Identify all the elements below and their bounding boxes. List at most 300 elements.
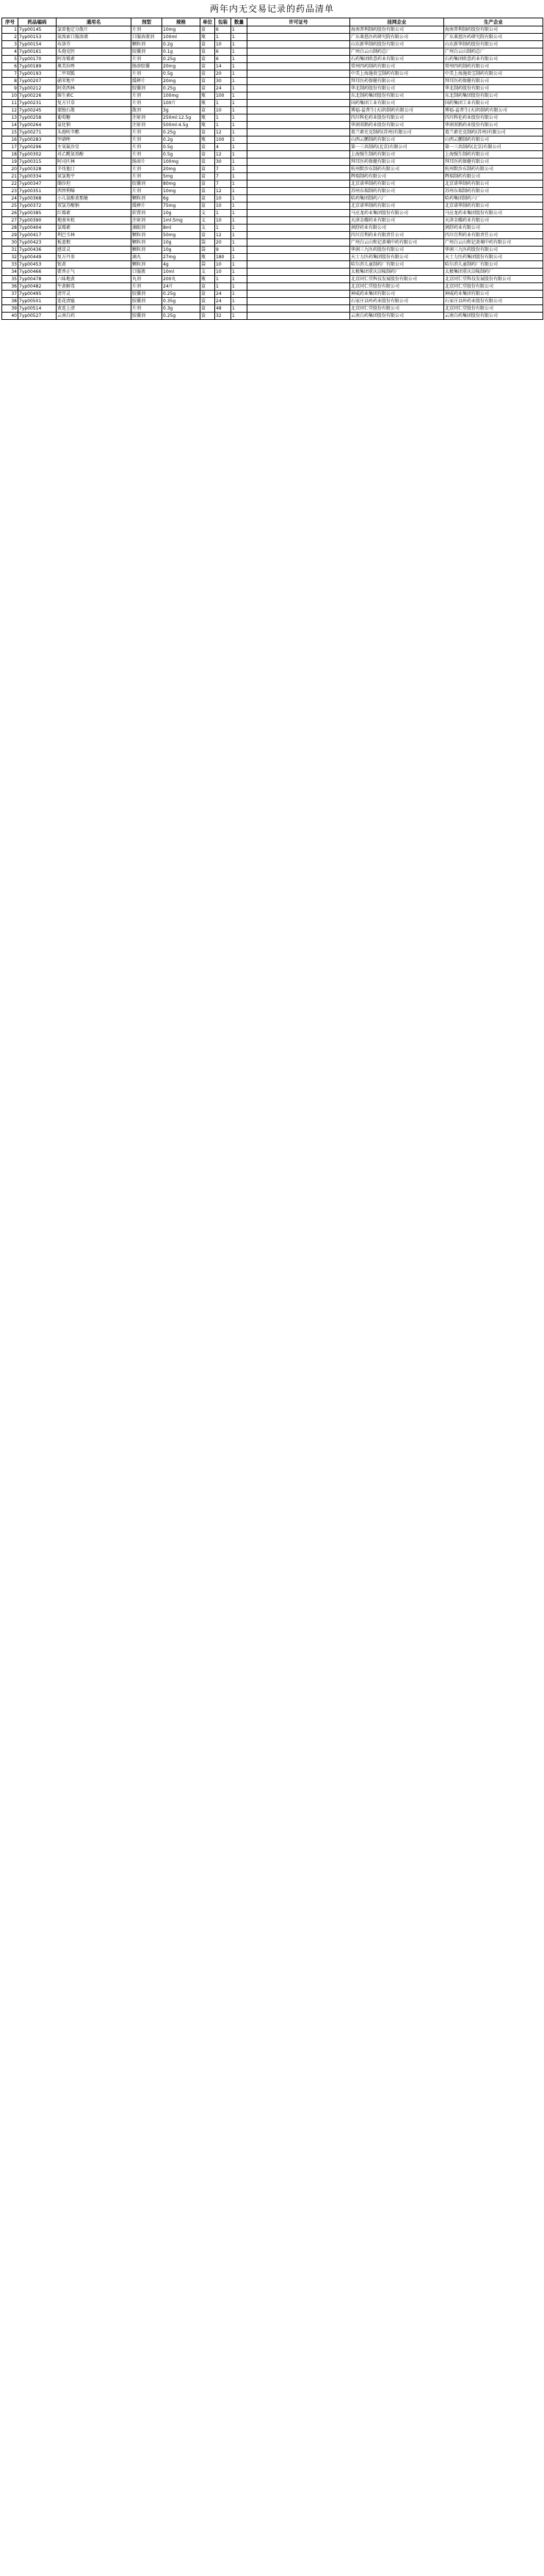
- table-row: [2, 239, 543, 247]
- cell-name: 地塞米松: [57, 217, 131, 225]
- cell-listed-company: 华润双鹤药业股份有限公司: [350, 122, 444, 129]
- table-row: [2, 261, 543, 269]
- cell-spec: 100mg: [162, 158, 200, 166]
- cell-license: [247, 254, 350, 261]
- cell-no: 20: [2, 166, 18, 173]
- cell-unit: 瓶: [200, 114, 215, 122]
- cell-spec: 500ml:4.5g: [162, 122, 200, 129]
- cell-no: 33: [2, 261, 18, 269]
- cell-license: [247, 70, 350, 78]
- cell-spec: 20mg: [162, 63, 200, 70]
- cell-name: 阿司匹林: [57, 158, 131, 166]
- cell-pack: 12: [215, 129, 231, 136]
- cell-listed-company: 广州白云山和记黄埔中药有限公司: [350, 239, 444, 247]
- table-row: [2, 41, 543, 48]
- cell-listed-company: 拜耳医药保健有限公司: [350, 78, 444, 85]
- cell-code: 7yp00495: [18, 291, 57, 298]
- cell-unit: 瓶: [200, 254, 215, 261]
- cell-spec: 0.2g: [162, 136, 200, 144]
- table-row: [2, 92, 543, 100]
- cell-license: [247, 78, 350, 85]
- cell-code: 7yp00404: [18, 225, 57, 232]
- cell-manufacturer: 第一三共制药(北京)有限公司: [444, 144, 543, 151]
- cell-license: [247, 217, 350, 225]
- cell-license: [247, 114, 350, 122]
- cell-spec: 100ml: [162, 34, 200, 41]
- table-row: [2, 70, 543, 78]
- cell-manufacturer: 石家庄以岭药业股份有限公司: [444, 298, 543, 305]
- cell-no: 38: [2, 298, 18, 305]
- cell-spec: 0.35g: [162, 298, 200, 305]
- cell-code: 7yp00193: [18, 70, 57, 78]
- cell-listed-company: 马应龙药业集团股份有限公司: [350, 210, 444, 217]
- cell-spec: 4g: [162, 261, 200, 269]
- cell-code: 7yp00453: [18, 261, 57, 269]
- cell-manufacturer: 中美上海施贵宝制药有限公司: [444, 70, 543, 78]
- cell-name: 双氯芬酸钠: [57, 202, 131, 210]
- cell-name: 氯霉素: [57, 225, 131, 232]
- cell-qty: 1: [231, 232, 247, 239]
- cell-name: 氯雷他定分散片: [57, 26, 131, 34]
- cell-name: 利巴韦林: [57, 232, 131, 239]
- cell-code: 7yp00423: [18, 239, 57, 247]
- cell-manufacturer: 广东莱恩医药研究院有限公司: [444, 34, 543, 41]
- cell-spec: 75mg: [162, 202, 200, 210]
- cell-listed-company: 天士力医药集团股份有限公司: [350, 254, 444, 261]
- cell-unit: 盒: [200, 180, 215, 188]
- cell-spec: 20mg: [162, 78, 200, 85]
- cell-manufacturer: 天士力医药集团股份有限公司: [444, 254, 543, 261]
- cell-license: [247, 291, 350, 298]
- cell-code: 7yp00212: [18, 85, 57, 92]
- cell-no: 12: [2, 107, 18, 114]
- cell-pack: 1: [215, 34, 231, 41]
- table-row: [2, 247, 543, 254]
- cell-license: [247, 100, 350, 107]
- cell-name: 西替利嗪: [57, 188, 131, 195]
- cell-manufacturer: 神威药业集团有限公司: [444, 291, 543, 298]
- cell-spec: 0.25g: [162, 85, 200, 92]
- cell-pack: 10: [215, 41, 231, 48]
- table-row: [2, 202, 543, 210]
- cell-manufacturer: 拜耳医药保健有限公司: [444, 158, 543, 166]
- cell-spec: 100mg: [162, 92, 200, 100]
- cell-manufacturer: 博福-益普生(天津)制药有限公司: [444, 107, 543, 114]
- cell-no: 35: [2, 276, 18, 283]
- cell-spec: 3g: [162, 107, 200, 114]
- cell-no: 30: [2, 239, 18, 247]
- cell-unit: 盒: [200, 166, 215, 173]
- cell-listed-company: 四川科伦药业股份有限公司: [350, 114, 444, 122]
- cell-form: 肠溶胶囊: [131, 63, 162, 70]
- cell-qty: 1: [231, 254, 247, 261]
- table-header-row: [2, 18, 543, 26]
- cell-name: 二甲双胍: [57, 70, 131, 78]
- cell-manufacturer: 葛兰素史克制药(苏州)有限公司: [444, 129, 543, 136]
- cell-license: [247, 158, 350, 166]
- table-row: [2, 180, 543, 188]
- cell-pack: 10: [215, 217, 231, 225]
- cell-license: [247, 166, 350, 173]
- cell-listed-company: 太极集团重庆涪陵制药厂: [350, 269, 444, 276]
- cell-form: 口服液: [131, 269, 162, 276]
- cell-code: 7yp00390: [18, 217, 57, 225]
- cell-listed-company: 葛兰素史克制药(苏州)有限公司: [350, 129, 444, 136]
- cell-pack: 24: [215, 85, 231, 92]
- cell-spec: 10ml: [162, 269, 200, 276]
- cell-pack: 1: [215, 122, 231, 129]
- table-row: [2, 305, 543, 313]
- cell-manufacturer: 广州白云山和记黄埔中药有限公司: [444, 239, 543, 247]
- cell-no: 14: [2, 122, 18, 129]
- cell-no: 16: [2, 136, 18, 144]
- cell-qty: 1: [231, 107, 247, 114]
- cell-license: [247, 283, 350, 291]
- cell-pack: 7: [215, 166, 231, 173]
- cell-qty: 1: [231, 283, 247, 291]
- cell-manufacturer: 海南普利制药股份有限公司: [444, 26, 543, 34]
- cell-license: [247, 56, 350, 63]
- cell-form: 片剂: [131, 166, 162, 173]
- cell-name: 硝苯地平: [57, 78, 131, 85]
- cell-listed-company: 上海强生制药有限公司: [350, 151, 444, 158]
- cell-pack: 6: [215, 48, 231, 56]
- column-header-no: 序号: [2, 18, 18, 26]
- cell-manufacturer: 石药集团欧意药业有限公司: [444, 56, 543, 63]
- cell-unit: 盒: [200, 202, 215, 210]
- cell-name: 蒙脱石散: [57, 107, 131, 114]
- cell-form: 片剂: [131, 56, 162, 63]
- cell-unit: 盒: [200, 70, 215, 78]
- cell-license: [247, 85, 350, 92]
- cell-form: 胶囊剂: [131, 313, 162, 320]
- cell-spec: 0.25g: [162, 313, 200, 320]
- cell-form: 肠溶片: [131, 158, 162, 166]
- cell-qty: 1: [231, 313, 247, 320]
- table-row: [2, 225, 543, 232]
- cell-spec: 5mg: [162, 173, 200, 180]
- cell-unit: 盒: [200, 151, 215, 158]
- table-row: [2, 114, 543, 122]
- cell-manufacturer: 苏州东瑞制药有限公司: [444, 188, 543, 195]
- cell-pack: 100: [215, 136, 231, 144]
- cell-qty: 1: [231, 56, 247, 63]
- cell-license: [247, 34, 350, 41]
- table-row: [2, 56, 543, 63]
- cell-name: 氯化钠: [57, 122, 131, 129]
- cell-qty: 1: [231, 305, 247, 313]
- cell-unit: 盒: [200, 283, 215, 291]
- cell-code: 7yp00351: [18, 188, 57, 195]
- cell-spec: 10g: [162, 247, 200, 254]
- cell-form: 缓释片: [131, 202, 162, 210]
- cell-manufacturer: 天津金耀药业有限公司: [444, 217, 543, 225]
- table-row: [2, 34, 543, 41]
- cell-qty: 1: [231, 210, 247, 217]
- cell-qty: 1: [231, 92, 247, 100]
- cell-pack: 1: [215, 100, 231, 107]
- cell-manufacturer: 华润双鹤药业股份有限公司: [444, 122, 543, 129]
- cell-spec: 100片: [162, 100, 200, 107]
- table-row: [2, 151, 543, 158]
- cell-form: 注射剂: [131, 114, 162, 122]
- cell-name: 复方甘草: [57, 100, 131, 107]
- cell-no: 1: [2, 26, 18, 34]
- cell-unit: 盒: [200, 63, 215, 70]
- cell-code: 7yp00368: [18, 195, 57, 202]
- cell-name: 左氧氟沙星: [57, 144, 131, 151]
- cell-qty: 1: [231, 217, 247, 225]
- cell-license: [247, 247, 350, 254]
- cell-unit: 盒: [200, 305, 215, 313]
- cell-pack: 9: [215, 247, 231, 254]
- cell-name: 藿香正气: [57, 269, 131, 276]
- cell-name: 复方丹参: [57, 254, 131, 261]
- cell-unit: 支: [200, 210, 215, 217]
- table-row: [2, 291, 543, 298]
- cell-form: 胶囊剂: [131, 298, 162, 305]
- cell-form: 片剂: [131, 136, 162, 144]
- cell-spec: 0.5g: [162, 151, 200, 158]
- cell-name: 头孢克肟: [57, 48, 131, 56]
- cell-license: [247, 107, 350, 114]
- cell-spec: 0.3g: [162, 305, 200, 313]
- cell-pack: 10: [215, 261, 231, 269]
- cell-manufacturer: 常州四药制药有限公司: [444, 63, 543, 70]
- cell-code: 7yp00258: [18, 114, 57, 122]
- cell-unit: 盒: [200, 129, 215, 136]
- cell-unit: 盒: [200, 298, 215, 305]
- cell-name: 银黄: [57, 261, 131, 269]
- column-header-qty: 数量: [231, 18, 247, 26]
- cell-qty: 1: [231, 41, 247, 48]
- cell-qty: 1: [231, 136, 247, 144]
- cell-qty: 1: [231, 129, 247, 136]
- table-body: [2, 26, 543, 320]
- cell-form: 颗粒剂: [131, 232, 162, 239]
- column-header-pack: 包装: [215, 18, 231, 26]
- cell-no: 2: [2, 34, 18, 41]
- cell-manufacturer: 山东新华制药股份有限公司: [444, 41, 543, 48]
- cell-form: 片剂: [131, 144, 162, 151]
- cell-code: 7yp00482: [18, 283, 57, 291]
- cell-manufacturer: 云南白药集团股份有限公司: [444, 313, 543, 320]
- cell-name: 板蓝根: [57, 239, 131, 247]
- cell-name: 清开灵: [57, 291, 131, 298]
- cell-manufacturer: 润舒药业有限公司: [444, 225, 543, 232]
- table-row: [2, 313, 543, 320]
- cell-unit: 盒: [200, 85, 215, 92]
- cell-listed-company: 北京同仁堂股份有限公司: [350, 283, 444, 291]
- cell-name: 头孢呋辛酯: [57, 129, 131, 136]
- cell-spec: 10g: [162, 239, 200, 247]
- cell-manufacturer: 国药集团工业有限公司: [444, 100, 543, 107]
- cell-name: 葡萄糖: [57, 114, 131, 122]
- cell-qty: 1: [231, 78, 247, 85]
- cell-pack: 4: [215, 144, 231, 151]
- cell-listed-company: 石药集团欧意药业有限公司: [350, 56, 444, 63]
- cell-pack: 1: [215, 283, 231, 291]
- cell-form: 颗粒剂: [131, 261, 162, 269]
- cell-spec: 8ml: [162, 225, 200, 232]
- table-row: [2, 85, 543, 92]
- cell-manufacturer: 哈药集团制药六厂: [444, 195, 543, 202]
- table-row: [2, 269, 543, 276]
- cell-qty: 1: [231, 195, 247, 202]
- cell-name: 阿奇霉素: [57, 56, 131, 63]
- cell-license: [247, 269, 350, 276]
- cell-unit: 盒: [200, 188, 215, 195]
- table-row: [2, 232, 543, 239]
- cell-no: 23: [2, 188, 18, 195]
- cell-license: [247, 305, 350, 313]
- cell-form: 颗粒剂: [131, 41, 162, 48]
- cell-unit: 袋: [200, 261, 215, 269]
- cell-pack: 48: [215, 305, 231, 313]
- cell-manufacturer: 上海强生制药有限公司: [444, 151, 543, 158]
- cell-listed-company: 神威药业集团有限公司: [350, 291, 444, 298]
- cell-pack: 180: [215, 254, 231, 261]
- cell-spec: 0.25g: [162, 291, 200, 298]
- cell-unit: 支: [200, 217, 215, 225]
- cell-unit: 盒: [200, 195, 215, 202]
- cell-manufacturer: 杭州默沙东制药有限公司: [444, 166, 543, 173]
- cell-unit: 瓶: [200, 92, 215, 100]
- cell-code: 7yp00264: [18, 122, 57, 129]
- cell-code: 7yp00154: [18, 41, 57, 48]
- cell-listed-company: 苏州东瑞制药有限公司: [350, 188, 444, 195]
- cell-form: 片剂: [131, 188, 162, 195]
- cell-unit: 盒: [200, 48, 215, 56]
- cell-spec: 20mg: [162, 166, 200, 173]
- table-row: [2, 173, 543, 180]
- cell-license: [247, 41, 350, 48]
- cell-manufacturer: 北京同仁堂股份有限公司: [444, 283, 543, 291]
- cell-form: 片剂: [131, 92, 162, 100]
- cell-code: 7yp00231: [18, 100, 57, 107]
- cell-unit: 瓶: [200, 100, 215, 107]
- cell-code: 7yp00226: [18, 92, 57, 100]
- table-row: [2, 136, 543, 144]
- cell-qty: 1: [231, 85, 247, 92]
- cell-license: [247, 122, 350, 129]
- cell-no: 40: [2, 313, 18, 320]
- cell-form: 片剂: [131, 305, 162, 313]
- cell-spec: 0.25g: [162, 56, 200, 63]
- cell-code: 7yp00161: [18, 48, 57, 56]
- cell-no: 25: [2, 202, 18, 210]
- cell-unit: 袋: [200, 247, 215, 254]
- cell-unit: 盒: [200, 144, 215, 151]
- cell-license: [247, 239, 350, 247]
- cell-qty: 1: [231, 100, 247, 107]
- cell-listed-company: 拜耳医药保健有限公司: [350, 158, 444, 166]
- cell-no: 27: [2, 217, 18, 225]
- cell-form: 胶囊剂: [131, 291, 162, 298]
- cell-qty: 1: [231, 158, 247, 166]
- cell-qty: 1: [231, 26, 247, 34]
- cell-unit: 盒: [200, 173, 215, 180]
- cell-code: 7yp00271: [18, 129, 57, 136]
- cell-qty: 1: [231, 114, 247, 122]
- cell-name: 红霉素: [57, 210, 131, 217]
- cell-pack: 30: [215, 78, 231, 85]
- cell-license: [247, 180, 350, 188]
- cell-form: 片剂: [131, 100, 162, 107]
- table-row: [2, 100, 543, 107]
- cell-qty: 1: [231, 48, 247, 56]
- column-header-unit: 单位: [200, 18, 215, 26]
- cell-no: 39: [2, 305, 18, 313]
- cell-code: 7yp00153: [18, 34, 57, 41]
- cell-no: 3: [2, 41, 18, 48]
- cell-listed-company: 广州白云山制药总厂: [350, 48, 444, 56]
- cell-name: 对乙酰氨基酚: [57, 151, 131, 158]
- cell-listed-company: 天津金耀药业有限公司: [350, 217, 444, 225]
- cell-spec: 27mg: [162, 254, 200, 261]
- cell-pack: 6: [215, 56, 231, 63]
- cell-pack: 6: [215, 26, 231, 34]
- cell-form: 丸剂: [131, 276, 162, 283]
- cell-qty: 1: [231, 202, 247, 210]
- cell-no: 37: [2, 291, 18, 298]
- cell-unit: 瓶: [200, 276, 215, 283]
- table-row: [2, 283, 543, 291]
- cell-code: 7yp00296: [18, 144, 57, 151]
- cell-no: 29: [2, 232, 18, 239]
- cell-code: 7yp00385: [18, 210, 57, 217]
- cell-listed-company: 第一三共制药(北京)有限公司: [350, 144, 444, 151]
- cell-listed-company: 中美上海施贵宝制药有限公司: [350, 70, 444, 78]
- cell-no: 26: [2, 210, 18, 217]
- cell-code: 7yp00170: [18, 56, 57, 63]
- cell-unit: 盒: [200, 107, 215, 114]
- cell-manufacturer: 华润三九医药股份有限公司: [444, 247, 543, 254]
- cell-listed-company: 海南普利制药股份有限公司: [350, 26, 444, 34]
- cell-form: 片剂: [131, 26, 162, 34]
- cell-name: 缬沙坦: [57, 180, 131, 188]
- cell-unit: 盒: [200, 56, 215, 63]
- cell-name: 布洛芬: [57, 41, 131, 48]
- cell-listed-company: 北京诺华制药有限公司: [350, 180, 444, 188]
- cell-pack: 12: [215, 188, 231, 195]
- cell-pack: 14: [215, 63, 231, 70]
- cell-name: 黄连上清: [57, 305, 131, 313]
- cell-spec: 10g: [162, 210, 200, 217]
- cell-code: 7yp00302: [18, 151, 57, 158]
- cell-spec: 10mg: [162, 26, 200, 34]
- cell-name: 维生素C: [57, 92, 131, 100]
- cell-no: 34: [2, 269, 18, 276]
- table-row: [2, 166, 543, 173]
- cell-no: 5: [2, 56, 18, 63]
- cell-name: 辛伐他汀: [57, 166, 131, 173]
- cell-unit: 瓶: [200, 122, 215, 129]
- table-row: [2, 276, 543, 283]
- column-header-name: 通用名: [57, 18, 131, 26]
- cell-form: 软膏剂: [131, 210, 162, 217]
- cell-manufacturer: 北京同仁堂科技发展股份有限公司: [444, 276, 543, 283]
- cell-license: [247, 129, 350, 136]
- cell-license: [247, 298, 350, 305]
- cell-form: 片剂: [131, 283, 162, 291]
- cell-unit: 盒: [200, 26, 215, 34]
- cell-no: 19: [2, 158, 18, 166]
- cell-listed-company: 博福-益普生(天津)制药有限公司: [350, 107, 444, 114]
- cell-pack: 7: [215, 173, 231, 180]
- cell-unit: 支: [200, 269, 215, 276]
- cell-license: [247, 188, 350, 195]
